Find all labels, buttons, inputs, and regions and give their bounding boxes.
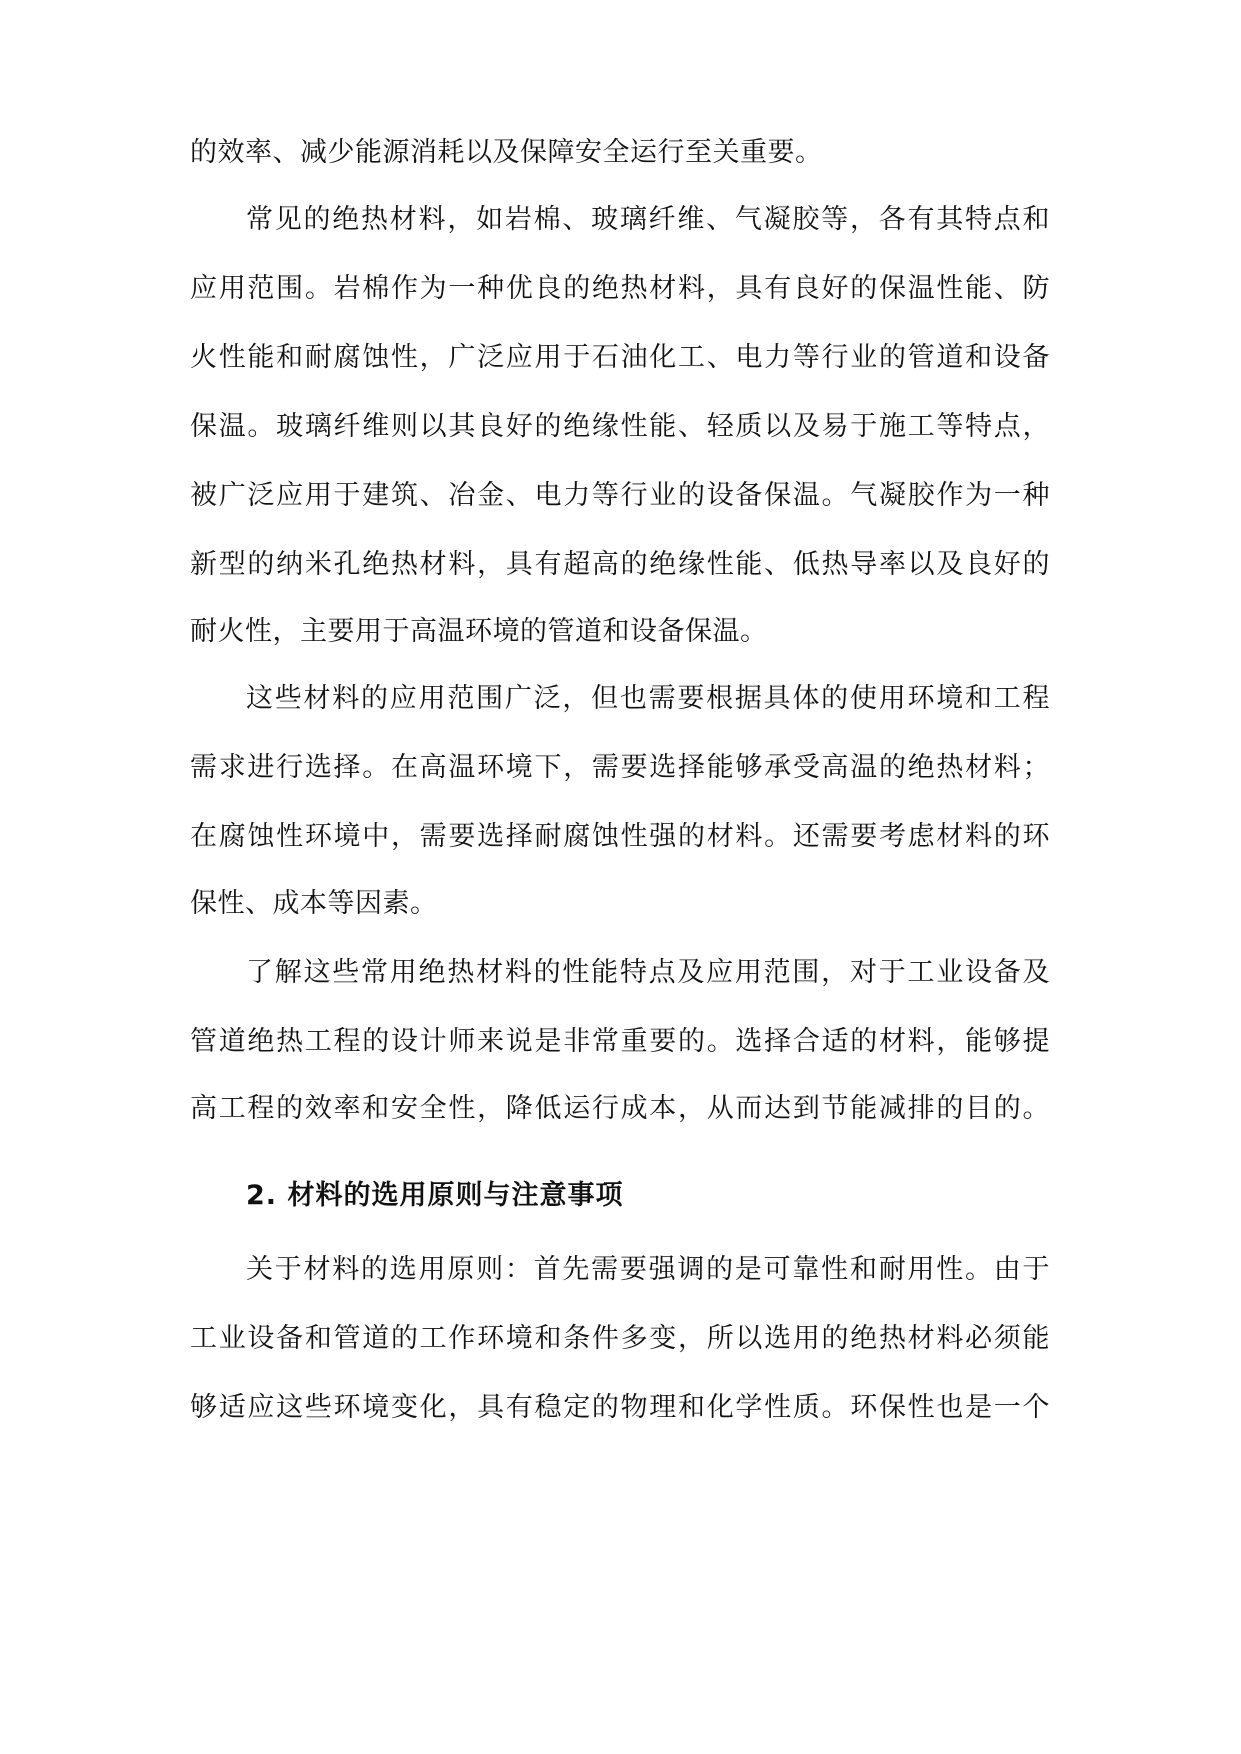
paragraph-line: 保性、成本等因素。 <box>190 888 438 919</box>
paragraph-line: 常见的绝热材料，如岩棉、玻璃纤维、气凝胶等，各有其特点和 <box>246 204 1050 235</box>
paragraph-line: 需求进行选择。在高温环境下，需要选择能够承受高温的绝热材料； <box>190 752 1050 783</box>
paragraph-line: 在腐蚀性环境中，需要选择耐腐蚀性强的材料。还需要考虑材料的环 <box>190 821 1050 852</box>
paragraph-line: 保温。玻璃纤维则以其良好的绝缘性能、轻质以及易于施工等特点， <box>190 411 1050 442</box>
paragraph-line: 火性能和耐腐蚀性，广泛应用于石油化工、电力等行业的管道和设备 <box>190 342 1050 373</box>
paragraph-line: 管道绝热工程的设计师来说是非常重要的。选择合适的材料，能够提 <box>190 1026 1050 1057</box>
paragraph-line: 工业设备和管道的工作环境和条件多变，所以选用的绝热材料必须能 <box>190 1323 1050 1354</box>
paragraph-line: 被广泛应用于建筑、冶金、电力等行业的设备保温。气凝胶作为一种 <box>190 480 1050 511</box>
section-heading: 2. 材料的选用原则与注意事项 <box>246 1180 624 1211</box>
paragraph-line: 应用范围。岩棉作为一种优良的绝热材料，具有良好的保温性能、防 <box>190 273 1050 304</box>
paragraph-line: 的效率、减少能源消耗以及保障安全运行至关重要。 <box>190 137 823 168</box>
paragraph-line: 关于材料的选用原则：首先需要强调的是可靠性和耐用性。由于 <box>246 1254 1050 1285</box>
paragraph-line: 了解这些常用绝热材料的性能特点及应用范围，对于工业设备及 <box>246 957 1050 988</box>
paragraph-line: 够适应这些环境变化，具有稳定的物理和化学性质。环保性也是一个 <box>190 1392 1050 1423</box>
paragraph-line: 耐火性，主要用于高温环境的管道和设备保温。 <box>190 616 768 647</box>
paragraph-line: 新型的纳米孔绝热材料，具有超高的绝缘性能、低热导率以及良好的 <box>190 549 1050 580</box>
paragraph-line: 高工程的效率和安全性，降低运行成本，从而达到节能减排的目的。 <box>190 1093 1050 1124</box>
paragraph-line: 这些材料的应用范围广泛，但也需要根据具体的使用环境和工程 <box>246 683 1050 714</box>
